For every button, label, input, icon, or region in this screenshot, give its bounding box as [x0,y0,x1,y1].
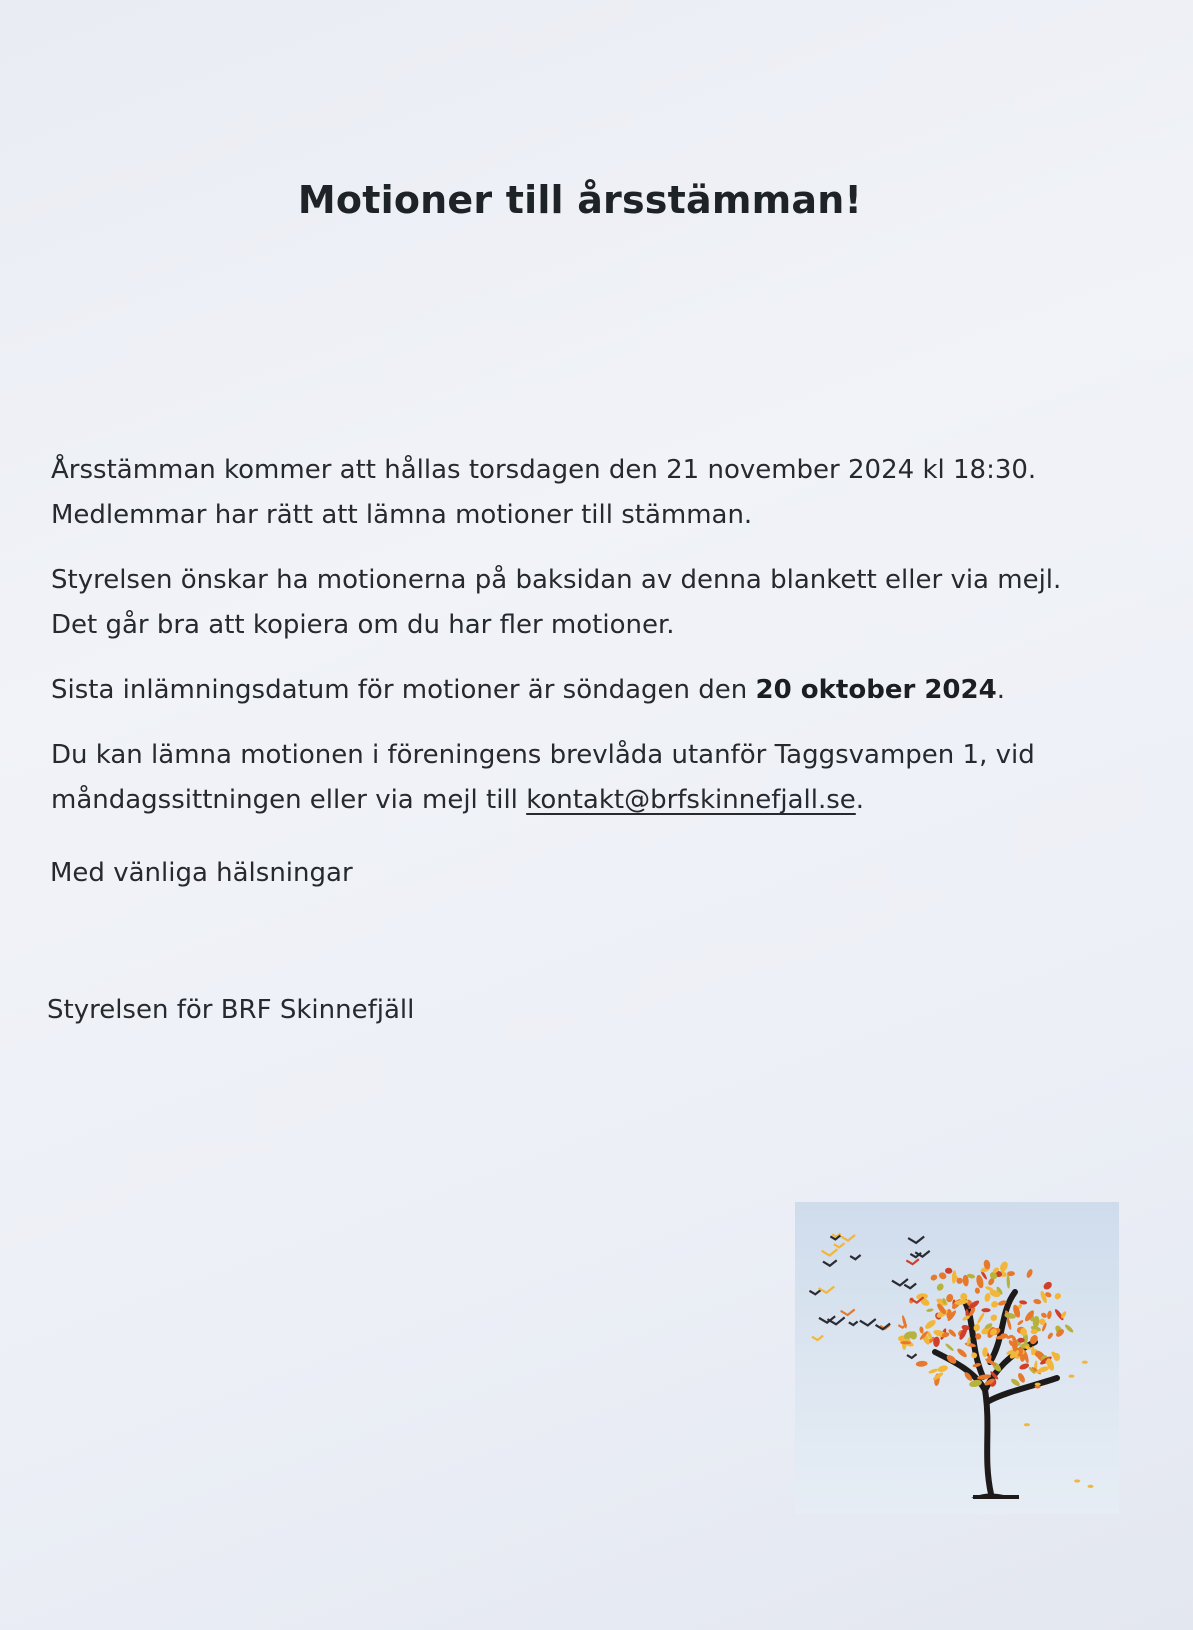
dropoff-email-suffix: . [855,785,865,815]
deadline-prefix: Sista inlämningsdatum för motioner är söndagen den [51,675,756,705]
leaf [928,1368,939,1375]
falling-leaf [1088,1485,1094,1488]
bird [812,1336,823,1340]
bird [906,1259,919,1264]
falling-leaf [1024,1423,1030,1426]
leaf [935,1282,945,1292]
bird [850,1255,860,1259]
bird [823,1260,837,1266]
contact-email-link[interactable]: kontakt@brfskinnefjall.se [526,785,856,815]
tree-foliage [898,1259,1075,1388]
bird [907,1354,917,1358]
submission-paragraph [51,558,1161,648]
notice-title: Motioner till årsstämman! [297,178,863,222]
leaf [990,1300,999,1309]
bird [904,1283,916,1288]
meeting-paragraph [51,448,1161,538]
leaf [1017,1319,1024,1326]
dropoff-email-prefix: måndagssittningen eller via mejl till [51,785,527,815]
leaf [956,1347,968,1359]
bird [908,1236,924,1242]
leaf [1006,1275,1010,1289]
leaf [951,1270,956,1284]
leaf [937,1364,949,1373]
bird [841,1235,855,1241]
signature: Styrelsen för BRF Skinnefjäll [47,995,415,1025]
bird [822,1249,838,1255]
leaf [976,1312,985,1325]
falling-leaf [1036,1370,1042,1373]
leaf [944,1343,954,1352]
bird [841,1309,855,1315]
notice-body [51,448,1161,843]
leaf [916,1360,928,1367]
falling-leaf [1069,1375,1075,1378]
deadline-date: 20 oktober 2024 [755,675,997,705]
members-right-line: Medlemmar har rätt att lämna motioner till stämman. [51,500,753,530]
leaf [1025,1268,1033,1278]
autumn-tree-illustration [795,1202,1119,1514]
leaf [1053,1292,1062,1301]
leaf [1042,1280,1053,1291]
deadline-suffix: . [996,675,1005,705]
copy-note-line: Det går bra att kopiera om du har fler motioner. [51,610,675,640]
falling-leaf [1074,1479,1080,1482]
leaf [1019,1362,1030,1370]
leaf [1006,1317,1012,1330]
leaf [930,1273,939,1281]
falling-leaf [1035,1383,1041,1386]
leaf [974,1287,980,1294]
leaf [981,1308,990,1312]
leaf [924,1318,938,1330]
leaf [945,1268,953,1275]
bird [860,1319,876,1325]
leaf [926,1308,934,1313]
leaf [1033,1298,1042,1305]
submission-method-line: Styrelsen önskar ha motionerna på baksidan av denna blankett eller via mejl. [51,565,1062,595]
closing-greeting: Med vänliga hälsningar [50,858,353,888]
meeting-date-line: Årsstämman kommer att hållas torsdagen den 21 november 2024 kl 18:30. [51,455,1037,485]
dropoff-location-line: Du kan lämna motionen i föreningens brevlåda utanför Taggsvampen 1, vid [51,740,1035,770]
autumn-tree-with-birds-icon [795,1202,1119,1514]
leaf [1047,1332,1054,1340]
dropoff-paragraph [51,733,1161,823]
leaf [999,1260,1010,1272]
deadline-line [51,668,1161,713]
bird [849,1321,858,1325]
deadline-paragraph [51,668,1161,713]
leaf [989,1313,998,1322]
leaf [1012,1340,1018,1352]
leaf [1040,1312,1048,1319]
bird [834,1243,845,1247]
dropoff-email-line [51,778,1161,823]
leaf [1064,1323,1075,1333]
falling-leaf [1082,1361,1088,1364]
leaf [1046,1310,1052,1319]
bird [809,1290,821,1295]
bird [819,1286,835,1292]
